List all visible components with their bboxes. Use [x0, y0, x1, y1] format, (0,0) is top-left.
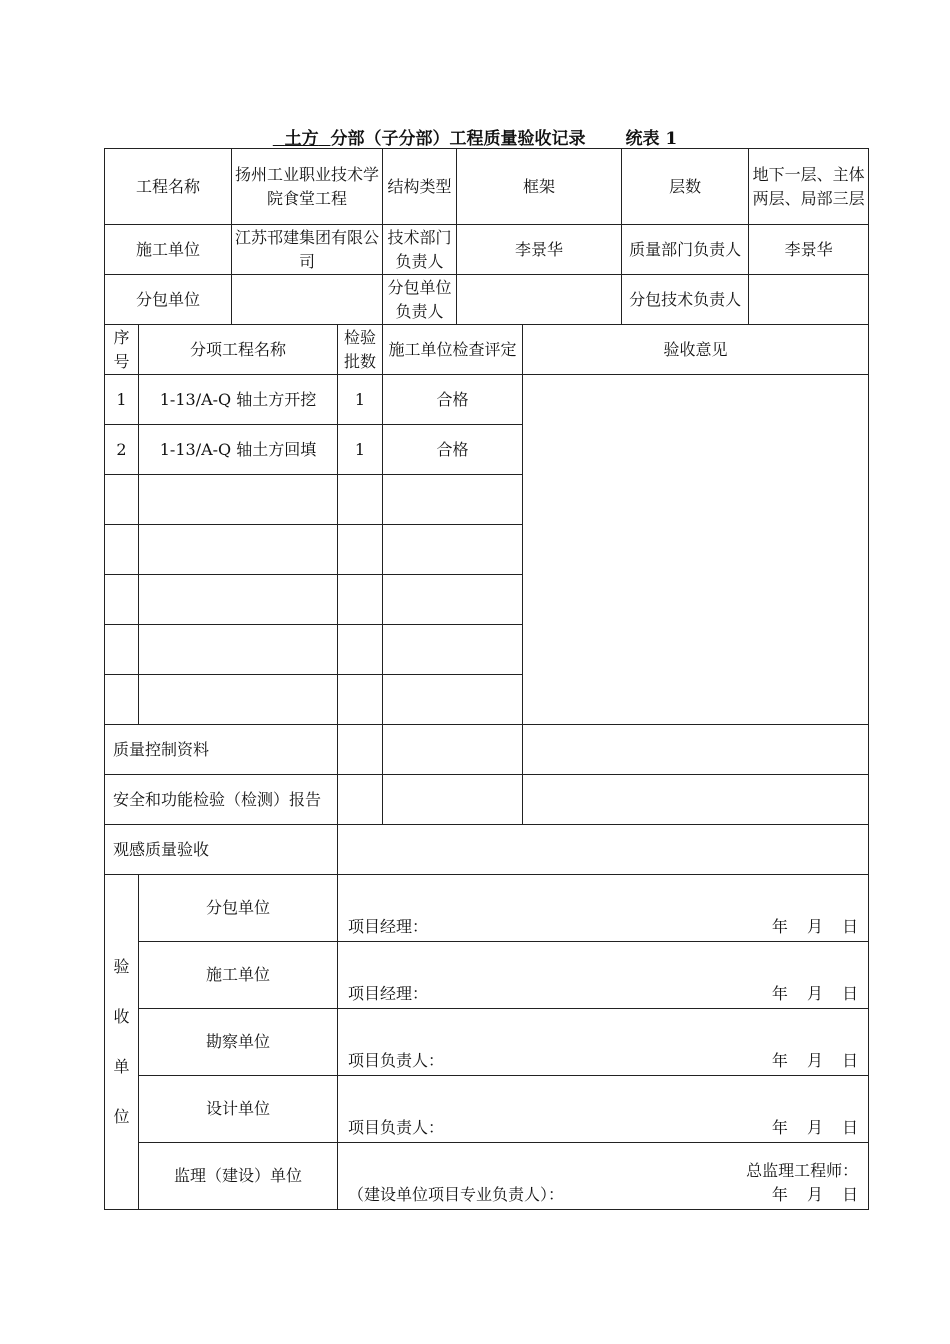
unit-sign [338, 875, 869, 942]
unit-name: 设计单位 [139, 1076, 338, 1143]
acceptance-form [104, 148, 869, 1210]
header-no: 序号 [105, 325, 139, 375]
quality-head-value: 李景华 [749, 225, 869, 275]
date: 年 月 日 [771, 984, 859, 1003]
tech-head-value: 李景华 [457, 225, 622, 275]
table-row [105, 375, 869, 425]
chief-engineer: 总监理工程师： [746, 1161, 859, 1180]
title-underlined: 土方 [284, 129, 319, 149]
unit-sign [338, 1009, 869, 1076]
unit-sign [338, 1076, 869, 1143]
acceptance-label [105, 875, 139, 1210]
title-main: 分部（子分部）工程质量验收记录 [330, 129, 586, 149]
signer: （建设单位项目专业负责人）： [348, 1185, 565, 1204]
row-check: 合格 [383, 425, 523, 475]
sub-head-label: 分包单位负责人 [383, 275, 457, 325]
sub-head-value [457, 275, 622, 325]
row-batches: 1 [338, 375, 383, 425]
row-name: 1-13/A-Q 轴土方回填 [139, 425, 338, 475]
acceptance-label-text: 验收单位 [113, 957, 130, 1126]
header-check: 施工单位检查评定 [383, 325, 523, 375]
form-title [0, 124, 950, 149]
qc-label: 质量控制资料 [105, 725, 338, 775]
unit-name: 勘察单位 [139, 1009, 338, 1076]
safety-label: 安全和功能检验（检测）报告 [105, 775, 338, 825]
date: 年 月 日 [771, 1185, 859, 1204]
contractor-label: 施工单位 [105, 225, 232, 275]
header-batches: 检验批数 [338, 325, 383, 375]
contractor-value: 江苏邗建集团有限公司 [232, 225, 383, 275]
date: 年 月 日 [771, 917, 859, 936]
date: 年 月 日 [771, 1118, 859, 1137]
sub-tech-label: 分包技术负责人 [622, 275, 749, 325]
structure-value: 框架 [457, 149, 622, 225]
signer: 项目经理： [348, 984, 429, 1003]
signer: 项目负责人： [348, 1118, 445, 1137]
unit-name: 施工单位 [139, 942, 338, 1009]
signer: 项目负责人： [348, 1051, 445, 1070]
supervisor-sign [338, 1143, 869, 1210]
structure-label: 结构类型 [383, 149, 457, 225]
row-no: 1 [105, 375, 139, 425]
quality-head-label: 质量部门负责人 [622, 225, 749, 275]
unit-sign [338, 942, 869, 1009]
sub-value [232, 275, 383, 325]
header-opinion: 验收意见 [523, 325, 869, 375]
signer: 项目经理： [348, 917, 429, 936]
tech-head-label: 技术部门负责人 [383, 225, 457, 275]
row-no: 2 [105, 425, 139, 475]
project-name: 扬州工业职业技术学院食堂工程 [232, 149, 383, 225]
visual-label: 观感质量验收 [105, 825, 338, 875]
title-code: 统表 1 [625, 129, 678, 149]
floors-label: 层数 [622, 149, 749, 225]
unit-name: 分包单位 [139, 875, 338, 942]
opinion-cell [523, 375, 869, 725]
header-name: 分项工程名称 [139, 325, 338, 375]
row-batches: 1 [338, 425, 383, 475]
sub-label: 分包单位 [105, 275, 232, 325]
row-check: 合格 [383, 375, 523, 425]
floors-value: 地下一层、主体两层、局部三层 [749, 149, 869, 225]
supervisor-name: 监理（建设）单位 [139, 1143, 338, 1210]
project-name-label: 工程名称 [105, 149, 232, 225]
row-name: 1-13/A-Q 轴土方开挖 [139, 375, 338, 425]
sub-tech-value [749, 275, 869, 325]
date: 年 月 日 [771, 1051, 859, 1070]
